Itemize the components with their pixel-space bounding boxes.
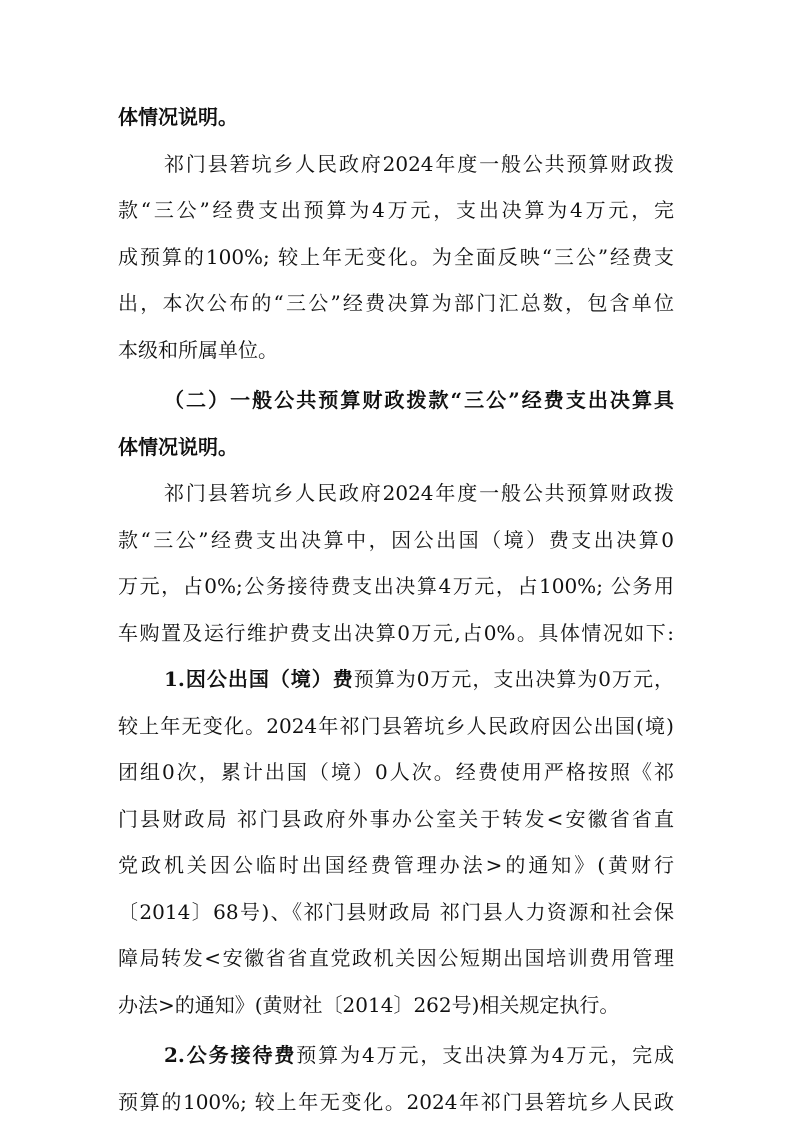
item-official-reception [118, 1032, 674, 1125]
paragraph-line: 党政机关因公临时出国经费管理办法>的通知》(黄财行 [118, 842, 674, 889]
paragraph-expenditure-detail [118, 470, 674, 656]
item-label: 2.公务接待费 [164, 1043, 296, 1067]
paragraph-line: 较上年无变化。2024年祁门县箬坑乡人民政府因公出国(境) [118, 703, 674, 750]
document-page [118, 94, 674, 1125]
paragraph-line: 出，本次公布的“三公”经费决算为部门汇总数，包含单位 [118, 280, 674, 327]
paragraph-budget-summary [118, 141, 674, 374]
paragraph-line: 〔2014〕68号)、《祁门县财政局 祁门县人力资源和社会保 [118, 889, 674, 936]
item-text: 预算为0万元，支出决算为0万元， [354, 667, 674, 691]
paragraph-line: 款“三公”经费支出预算为4万元，支出决算为4万元，完 [118, 187, 674, 234]
paragraph-line: 万元，占0%;公务接待费支出决算4万元，占100%; 公务用 [118, 563, 674, 610]
paragraph-line: 本级和所属单位。 [118, 327, 674, 374]
item-first-line [118, 656, 674, 703]
paragraph-line: 团组0次，累计出国（境）0人次。经费使用严格按照《祁 [118, 749, 674, 796]
paragraph-line: 成预算的100%; 较上年无变化。为全面反映“三公”经费支 [118, 234, 674, 281]
paragraph-line: 车购置及运行维护费支出决算0万元,占0%。具体情况如下: [118, 610, 674, 657]
item-label: 1.因公出国（境）费 [164, 667, 354, 691]
section-heading-2 [118, 377, 674, 470]
item-first-line [118, 1032, 674, 1079]
item-text: 预算为4万元，支出决算为4万元，完成 [296, 1043, 674, 1067]
paragraph-line: 祁门县箬坑乡人民政府2024年度一般公共预算财政拨 [118, 470, 674, 517]
paragraph-line: 款“三公”经费支出决算中，因公出国（境）费支出决算0 [118, 517, 674, 564]
item-overseas-travel [118, 656, 674, 1028]
paragraph-line: 办法>的通知》(黄财社〔2014〕262号)相关规定执行。 [118, 982, 674, 1029]
paragraph-line: 祁门县箬坑乡人民政府2024年度一般公共预算财政拨 [118, 141, 674, 188]
paragraph-line: 门县财政局 祁门县政府外事办公室关于转发<安徽省省直 [118, 796, 674, 843]
section-continuation-line: 体情况说明。 [118, 94, 674, 141]
paragraph-line: 预算的100%; 较上年无变化。2024年祁门县箬坑乡人民政 [118, 1079, 674, 1125]
heading-line: （二）一般公共预算财政拨款“三公”经费支出决算具 [118, 377, 674, 424]
heading-line: 体情况说明。 [118, 424, 674, 471]
paragraph-line: 障局转发<安徽省省直党政机关因公短期出国培训费用管理 [118, 935, 674, 982]
